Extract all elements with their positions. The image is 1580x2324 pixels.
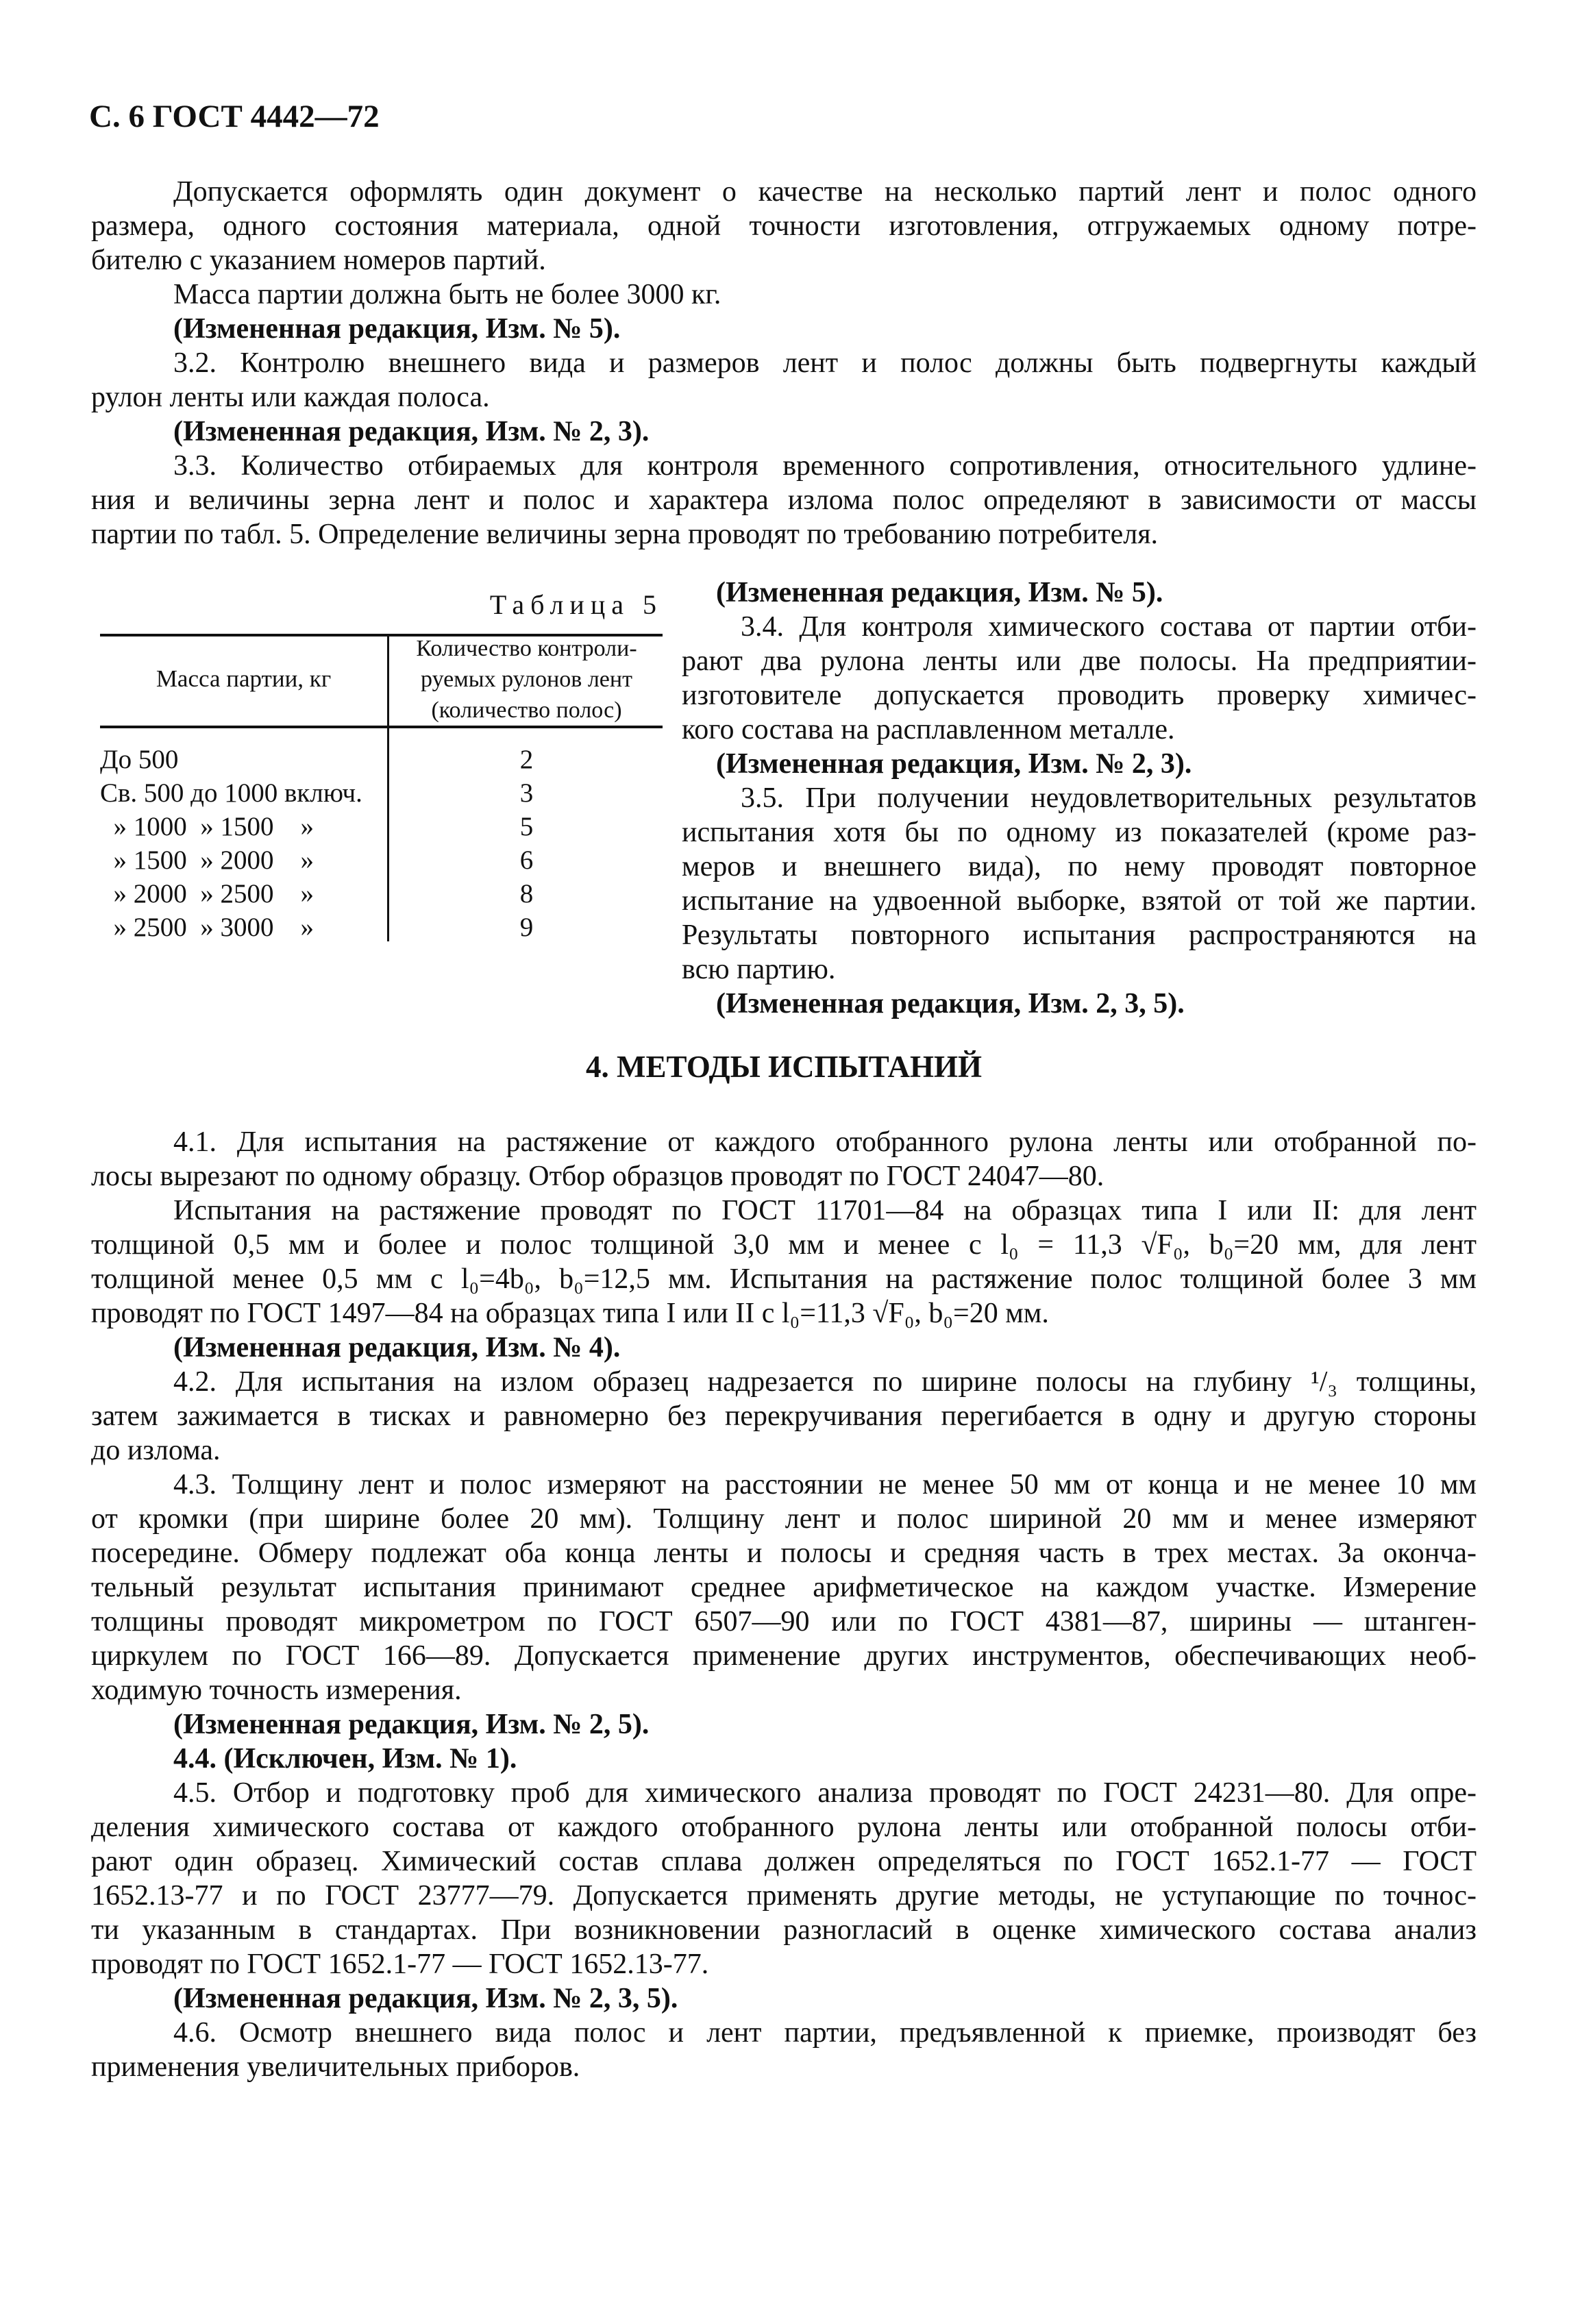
paragraph: [91, 1194, 1477, 1331]
amendment-note: [91, 415, 1477, 449]
paragraph: [91, 449, 1477, 552]
text-line: ходимую точность измерения.: [91, 1674, 462, 1706]
amendment-note: [682, 987, 1477, 1021]
text-line: (Измененная редакция, Изм. № 2, 3).: [716, 748, 1192, 780]
text-line: ния и величины зерна лент и полос и характера излома полос определяют в зависимости от массы: [91, 484, 1477, 516]
paragraph: [91, 346, 1477, 415]
text-line: деления химического состава от каждого отобранного рулона ленты или отобранной полосы отби-: [91, 1812, 1477, 1843]
cell-count: 5: [519, 812, 534, 841]
paragraph: [682, 781, 1477, 987]
text-line: всю партию.: [682, 954, 836, 985]
cell-mass: » 1000 » 1500 »: [100, 812, 314, 841]
text-line: тельный результат испытания принимают среднее арифметическое на каждом участке. Измерение: [91, 1572, 1477, 1603]
text-line: ти указанным в стандартах. При возникновении разногласий в оценке химического состава анализ: [91, 1914, 1477, 1946]
text-line: (Измененная редакция, Изм. № 5).: [173, 313, 621, 345]
text-line: рают два рулона ленты или две полосы. На предприятии-: [682, 645, 1477, 677]
text-line: Масса партии должна быть не более 3000 кг.: [173, 279, 721, 310]
table-header-rule: [100, 726, 663, 728]
amendment-note: [91, 1331, 1477, 1365]
text-line: циркулем по ГОСТ 166—89. Допускается применение других инструментов, обеспечивающих необ-: [91, 1640, 1477, 1672]
paragraph: [91, 1468, 1477, 1707]
table-header-mass: Масса партии, кг: [156, 665, 332, 692]
text-line: (Измененная редакция, Изм. № 2, 3).: [173, 416, 650, 447]
cell-count: 6: [519, 845, 534, 875]
text-line: 1652.13-77 и по ГОСТ 23777—79. Допускается применять другие методы, не уступающие по точнос-: [91, 1880, 1477, 1912]
text-line: 4.6. Осмотр внешнего вида полос и лент партии, предъявленной к приемке, производят без: [173, 2017, 1477, 2049]
text-line: затем зажимается в тисках и равномерно без перекручивания перегибается в одну и другую стороны: [91, 1400, 1477, 1432]
paragraph: [91, 277, 1477, 312]
table-header-count: [391, 633, 663, 726]
text-line: изготовителе допускается проводить проверку химичес-: [682, 680, 1477, 711]
text-line: Результаты повторного испытания распространяются на: [682, 919, 1477, 951]
text-line: от кромки (при ширине более 20 мм). Толщину лент и полос шириной 20 мм и менее измеряют: [91, 1503, 1477, 1535]
text-line: 4.3. Толщину лент и полос измеряют на расстоянии не менее 50 мм от конца и не менее 10 мм: [173, 1469, 1477, 1500]
paragraph: [91, 175, 1477, 277]
header-line: Количество контроли-: [416, 636, 637, 661]
text-line: испытание на удвоенной выборке, взятой от той же партии.: [682, 885, 1477, 917]
text-line: 4.2. Для испытания на излом образец надрезается по ширине полосы на глубину ¹/₃ толщины,: [173, 1366, 1477, 1398]
text-line: размера, одного состояния материала, одной точности изготовления, отгружаемых одному потре-: [91, 210, 1477, 242]
text-line: (Измененная редакция, Изм. № 2, 3, 5).: [173, 1983, 678, 2014]
text-line: до излома.: [91, 1435, 221, 1466]
cell-mass: » 2000 » 2500 »: [100, 879, 314, 908]
section-heading: 4. МЕТОДЫ ИСПЫТАНИЙ: [585, 1050, 983, 1084]
cell-mass: » 1500 » 2000 »: [100, 845, 314, 875]
amendment-note: [91, 1981, 1477, 2016]
page-header: С. 6 ГОСТ 4442—72: [89, 99, 380, 134]
text-line: 3.4. Для контроля химического состава от партии отби-: [741, 611, 1477, 643]
amendment-note: [682, 747, 1477, 781]
top-text-column: [91, 175, 1477, 552]
text-line: 4.4. (Исключен, Изм. № 1).: [173, 1743, 517, 1775]
paragraph: [91, 1776, 1477, 1981]
header-line: (количество полос): [431, 697, 622, 723]
text-line: проводят по ГОСТ 1497—84 на образцах типа I или II с l₀=11,3 √F₀, b₀=20 мм.: [91, 1298, 1049, 1329]
section-4-text: [91, 1125, 1477, 2084]
text-line: проводят по ГОСТ 1652.1-77 — ГОСТ 1652.13-77.: [91, 1949, 709, 1980]
table-caption: Таблица 5: [489, 589, 663, 620]
table-row: [100, 776, 663, 810]
text-line: партии по табл. 5. Определение величины зерна проводят по требованию потребителя.: [91, 519, 1159, 550]
text-line: 3.2. Контролю внешнего вида и размеров лент и полос должны быть подвергнуты каждый: [173, 347, 1477, 379]
table-row: [100, 743, 663, 776]
text-line: рают один образец. Химический состав сплава должен определяться по ГОСТ 1652.1-77 — ГОСТ: [91, 1846, 1477, 1877]
cell-count: 8: [519, 879, 534, 908]
amendment-note: [91, 1742, 1477, 1776]
text-line: толщиной менее 0,5 мм с l₀=4b₀, b₀=12,5 мм. Испытания на растяжение полос толщиной более 3 мм: [91, 1263, 1477, 1295]
text-line: 3.5. При получении неудовлетворительных результатов: [741, 782, 1477, 814]
paragraph: [682, 610, 1477, 747]
text-line: (Измененная редакция, Изм. 2, 3, 5).: [716, 988, 1185, 1019]
text-line: 4.1. Для испытания на растяжение от каждого отобранного рулона ленты или отобранной по-: [173, 1126, 1477, 1158]
table-row: [100, 810, 663, 843]
text-line: Допускается оформлять один документ о качестве на несколько партий лент и полос одного: [173, 176, 1477, 208]
text-line: толщины проводят микрометром по ГОСТ 6507—90 или по ГОСТ 4381—87, ширины — штанген-: [91, 1606, 1477, 1637]
cell-mass: » 2500 » 3000 »: [100, 913, 314, 942]
table-row: [100, 843, 663, 877]
text-line: (Измененная редакция, Изм. № 5).: [716, 577, 1163, 608]
text-line: 3.3. Количество отбираемых для контроля временного сопротивления, относительного удлине-: [173, 450, 1477, 482]
amendment-note: [682, 576, 1477, 610]
amendment-note: [91, 1707, 1477, 1742]
table-row: [100, 877, 663, 911]
cell-count: 2: [519, 745, 534, 774]
text-line: 4.5. Отбор и подготовку проб для химического анализа проводят по ГОСТ 24231—80. Для опре-: [173, 1777, 1477, 1809]
right-text-column: [682, 576, 1477, 1021]
header-line: руемых рулонов лент: [421, 667, 632, 692]
text-line: лосы вырезают по одному образцу. Отбор образцов проводят по ГОСТ 24047—80.: [91, 1161, 1104, 1192]
text-line: бителю с указанием номеров партий.: [91, 245, 546, 276]
text-line: (Измененная редакция, Изм. № 4).: [173, 1332, 621, 1363]
text-line: посередине. Обмеру подлежат оба конца ленты и полосы и средняя часть в трех местах. За оконча-: [91, 1537, 1477, 1569]
text-line: испытания хотя бы по одному из показателей (кроме раз-: [682, 817, 1477, 848]
cell-mass: Св. 500 до 1000 включ.: [100, 778, 362, 808]
text-line: применения увеличительных приборов.: [91, 2051, 580, 2083]
paragraph: [91, 1125, 1477, 1194]
text-line: рулон ленты или каждая полоса.: [91, 382, 490, 413]
text-line: меров и внешнего вида), по нему проводят повторное: [682, 851, 1477, 882]
table-row: [100, 911, 663, 944]
text-line: Испытания на растяжение проводят по ГОСТ 11701—84 на образцах типа I или II: для лент: [173, 1195, 1477, 1226]
text-line: (Измененная редакция, Изм. № 2, 5).: [173, 1709, 650, 1740]
cell-mass: До 500: [100, 745, 179, 774]
text-line: толщиной 0,5 мм и более и полос толщиной 3,0 мм и менее с l₀ = 11,3 √F₀, b₀=20 мм, для лент: [91, 1229, 1477, 1261]
amendment-note: [91, 312, 1477, 346]
paragraph: [91, 1365, 1477, 1468]
cell-count: 9: [519, 913, 534, 942]
paragraph: [91, 2016, 1477, 2084]
cell-count: 3: [519, 778, 534, 808]
text-line: кого состава на расплавленном металле.: [682, 714, 1175, 745]
